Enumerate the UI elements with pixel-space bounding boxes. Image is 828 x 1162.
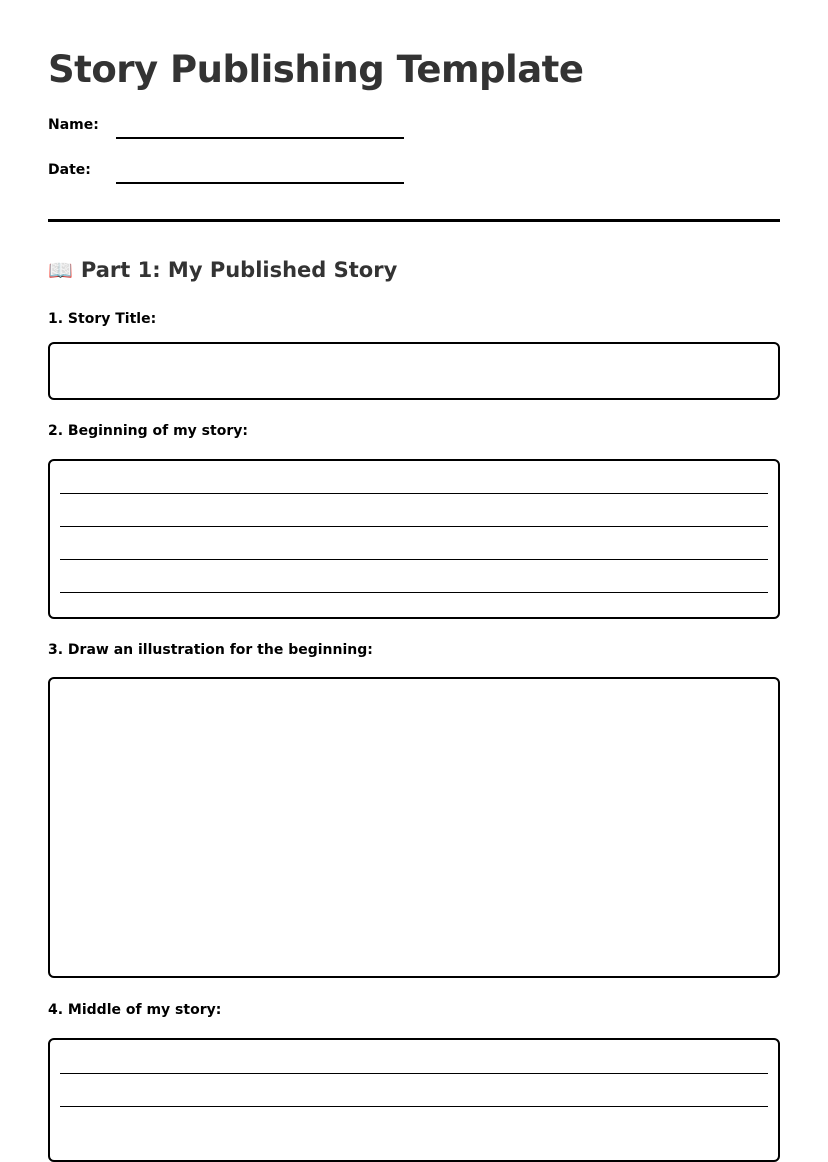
question-1-label: 1. Story Title: xyxy=(48,311,157,327)
writing-line xyxy=(60,493,768,494)
section-heading-text: Part 1: My Published Story xyxy=(80,258,398,282)
section-heading-part-1 xyxy=(48,258,397,282)
question-2-label: 2. Beginning of my story: xyxy=(48,423,248,439)
header-divider xyxy=(48,219,780,222)
writing-line xyxy=(60,1073,768,1074)
writing-line xyxy=(60,526,768,527)
date-label: Date: xyxy=(48,162,91,178)
question-4-label: 4. Middle of my story: xyxy=(48,1002,222,1018)
illustration-box[interactable] xyxy=(48,677,780,978)
writing-line xyxy=(60,592,768,593)
open-book-icon: 📖 xyxy=(48,258,73,282)
name-field xyxy=(48,117,408,147)
page-title: Story Publishing Template xyxy=(48,48,584,91)
story-title-box[interactable] xyxy=(48,342,780,400)
date-field xyxy=(48,162,408,192)
middle-writing-box[interactable] xyxy=(48,1038,780,1162)
name-input-line[interactable] xyxy=(116,137,404,139)
question-3-label: 3. Draw an illustration for the beginning: xyxy=(48,642,373,658)
writing-line xyxy=(60,1106,768,1107)
name-label: Name: xyxy=(48,117,99,133)
date-input-line[interactable] xyxy=(116,182,404,184)
beginning-writing-box[interactable] xyxy=(48,459,780,619)
writing-line xyxy=(60,559,768,560)
